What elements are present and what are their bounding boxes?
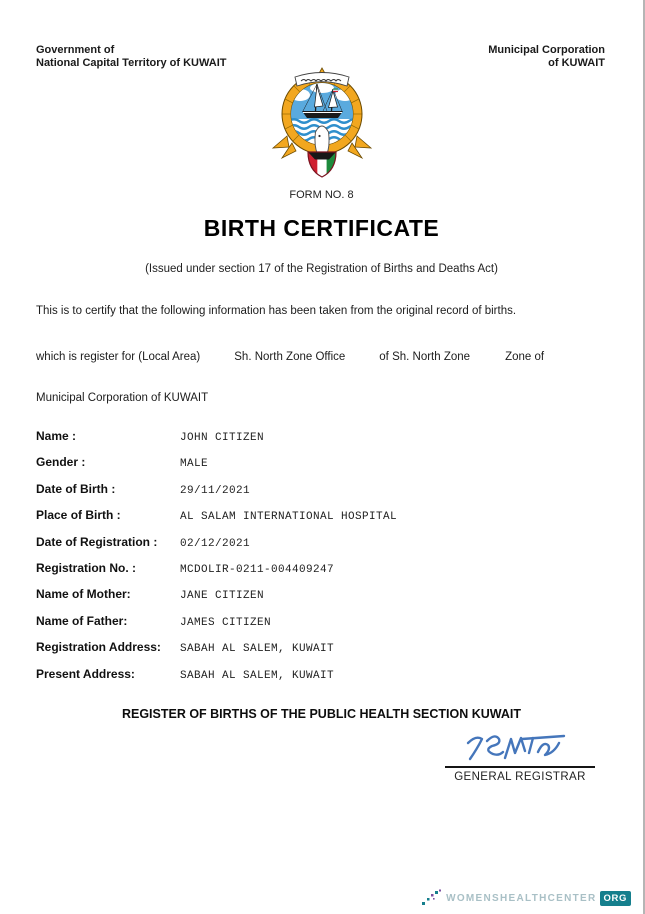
field-label: Present Address:	[36, 666, 135, 681]
field-value: 29/11/2021	[180, 484, 251, 497]
certify-statement: This is to certify that the following information has been taken from the original record of births.	[36, 305, 517, 317]
watermark-dots-icon	[421, 889, 443, 907]
zone-value: of Sh. North Zone	[379, 351, 471, 363]
issuing-government	[36, 44, 226, 70]
kuwait-emblem-svg	[267, 64, 377, 186]
field-row-date-of-birth	[36, 483, 607, 497]
field-value: JANE CITIZEN	[180, 590, 265, 603]
register-line-prefix: which is register for (Local Area)	[36, 351, 201, 363]
municipal-line1: Municipal Corporation	[488, 44, 605, 56]
field-label: Place of Birth :	[36, 508, 121, 523]
municipal-corporation	[488, 44, 605, 70]
field-value: JOHN CITIZEN	[180, 432, 265, 444]
municipal-line2: of KUWAIT	[548, 57, 605, 69]
register-corporation-line: Municipal Corporation of KUWAIT	[36, 392, 209, 404]
field-value: AL SALAM INTERNATIONAL HOSPITAL	[180, 511, 398, 524]
flag-shield-icon	[308, 152, 336, 178]
field-value: MCDOLIR-0211-004409247	[180, 563, 335, 576]
register-area-line	[36, 351, 623, 363]
general-registrar-label: GENERAL REGISTRAR	[454, 771, 586, 783]
field-value: SABAH AL SALEM, KUWAIT	[180, 669, 335, 682]
register-of-births-heading: REGISTER OF BIRTHS OF THE PUBLIC HEALTH SECTION KUWAIT	[121, 707, 522, 721]
field-row-mother-name	[36, 588, 607, 602]
field-value: MALE	[180, 458, 209, 471]
field-value: SABAH AL SALEM, KUWAIT	[180, 643, 335, 656]
field-row-place-of-birth	[36, 509, 607, 523]
kuwait-emblem-icon	[267, 64, 377, 186]
field-row-date-of-registration	[36, 536, 607, 550]
signature-icon	[460, 731, 580, 765]
field-row-present-address	[36, 668, 607, 682]
field-row-registration-no	[36, 562, 607, 576]
government-line2: National Capital Territory of KUWAIT	[36, 57, 227, 69]
watermark	[421, 889, 631, 907]
field-label: Gender :	[36, 455, 86, 470]
zone-of-label: Zone of	[505, 351, 545, 363]
page-title: BIRTH CERTIFICATE	[203, 215, 440, 241]
watermark-org-badge: ORG	[600, 891, 631, 906]
field-value: 02/12/2021	[180, 537, 251, 550]
field-label: Name of Mother:	[36, 587, 131, 602]
field-label: Date of Birth :	[36, 481, 116, 496]
field-row-gender	[36, 456, 607, 470]
registrar-signature-block	[445, 731, 595, 783]
field-label: Name :	[36, 429, 77, 443]
certificate-fields	[36, 430, 607, 694]
field-value: JAMES CITIZEN	[180, 616, 272, 629]
field-label: Registration No. :	[36, 560, 137, 575]
government-line1: Government of	[36, 44, 115, 56]
mast-flag-icon	[333, 89, 338, 93]
zone-office-value: Sh. North Zone Office	[234, 351, 346, 363]
signature-underline	[445, 766, 595, 768]
field-row-father-name	[36, 615, 607, 629]
form-number: FORM NO. 8	[289, 189, 354, 201]
field-row-registration-address	[36, 641, 607, 655]
field-row-name	[36, 430, 607, 444]
page-subtitle: (Issued under section 17 of the Registration of Births and Deaths Act)	[145, 263, 498, 275]
field-label: Date of Registration :	[36, 534, 158, 549]
field-label: Registration Address:	[36, 640, 161, 655]
field-label: Name of Father:	[36, 613, 128, 628]
watermark-site-name: WOMENSHEALTHCENTER	[446, 892, 597, 904]
